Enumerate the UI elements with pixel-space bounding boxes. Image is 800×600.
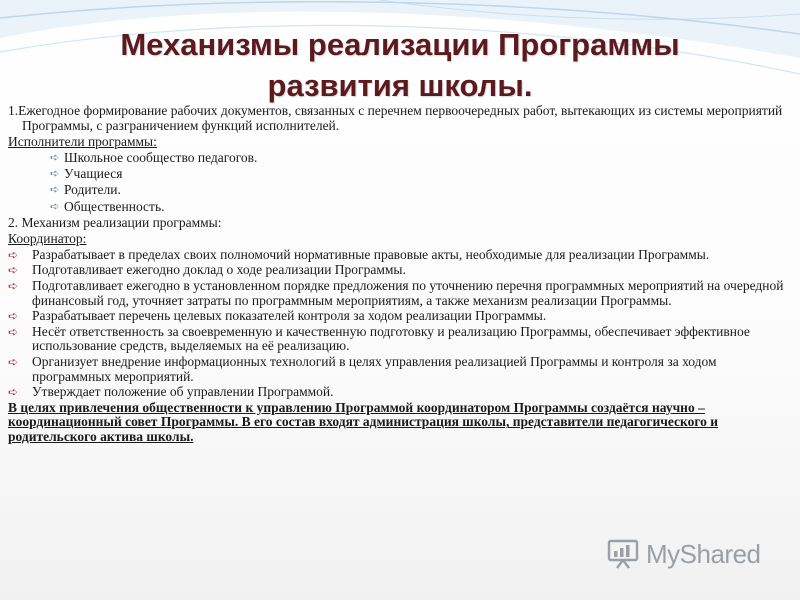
arrow-bullet-icon: ➪ [8,355,19,369]
section1-text: 1.Ежегодное формирование рабочих документов, связанных с перечнем первоочередных работ, вытекающих из системы мероприятий Программы, с разграничением функций исполнителей. [8,103,783,133]
executors-heading: Исполнители программы: [8,134,157,150]
list-item: ➪ Организует внедрение информационных технологий в целях управления реализацией Программы и контроля за ходом программных мероприятий. [8,354,717,384]
coordinator-duties-list [8,248,788,400]
arrow-bullet-icon: ➪ [8,309,19,324]
slide-content [8,104,788,445]
list-item: ➪ Родители. [50,182,121,198]
list-item: ➪ Подготавливает ежегодно в установленном порядке предложения по уточнению перечня программных мероприятий на очередной финансовый год, уточняет затраты по программным мероприятиям, а также механизм реализации Программы. [8,278,784,308]
arrow-bullet-icon: ➪ [8,263,19,278]
arrow-bullet-icon: ➪ [50,184,60,197]
arrow-bullet-icon: ➪ [8,385,19,400]
arrow-bullet-icon: ➪ [8,247,19,262]
list-item: ➪ Разрабатывает в пределах своих полномочий нормативные правовые акты, необходимые для реализации Программы. [8,246,710,262]
arrow-bullet-icon: ➪ [8,324,19,339]
slide-title [90,24,710,106]
arrow-bullet-icon: ➪ [50,152,60,165]
title-line-2: развития школы. [267,68,533,103]
list-item: ➪ Учащиеся [50,166,123,182]
myshared-logo[interactable] [606,534,776,574]
arrow-bullet-icon: ➪ [8,279,19,294]
list-item: ➪ Общественность. [50,198,165,214]
list-item: ➪ Подготавливает ежегодно доклад о ходе реализации Программы. [8,262,406,278]
coordinator-heading: Координатор: [8,231,87,247]
title-line-1: Механизмы реализации Программы [120,27,680,62]
list-item: ➪ Разрабатывает перечень целевых показателей контроля за ходом реализации Программы. [8,308,547,324]
list-item: ➪ Несёт ответственность за своевременную и качественную подготовку и реализацию Программы, обеспечивает эффективное использование средств, выделяемых на её реализацию. [8,323,750,354]
executors-list [8,151,788,214]
final-note: В целях привлечения общественности к управлению Программой координатором Программы создаётся научно – координационный совет Программы. В его состав входят администрация школы, представители педагогического и родительского актива школы. [8,399,719,444]
logo-text: MyShared [646,538,761,569]
arrow-bullet-icon: ➪ [50,168,60,181]
arrow-bullet-icon: ➪ [50,200,60,213]
section2-text: 2. Механизм реализации программы: [8,214,222,230]
list-item: ➪ Утверждает положение об управлении Программой. [8,384,334,400]
presentation-board-icon [606,537,640,571]
list-item: ➪ Школьное сообщество педагогов. [50,150,258,166]
